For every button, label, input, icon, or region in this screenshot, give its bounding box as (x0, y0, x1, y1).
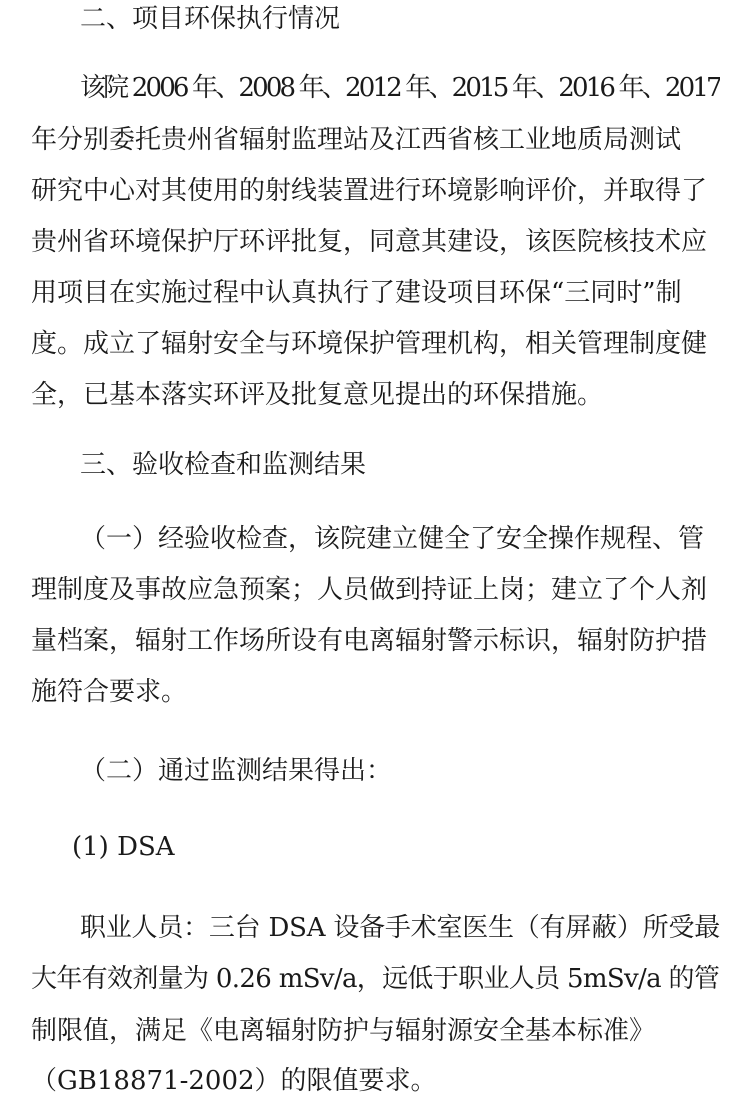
paragraph-line: 制限值，满足《电离辐射防护与辐射源安全基本标准》 (31, 1016, 656, 1046)
paragraph-line: 贵州省环境保护厅环评批复，同意其建设，该医院核技术应 (31, 227, 708, 257)
section-heading-3: 三、验收检查和监测结果 (80, 450, 367, 480)
paragraph-line: 职业人员：三台 DSA 设备手术室医生（有屏蔽）所受最 (80, 913, 720, 943)
paragraph-line: 度。成立了辐射安全与环境保护管理机构，相关管理制度健 (31, 329, 708, 359)
paragraph-line: 大年有效剂量为 0.26 mSv/a，远低于职业人员 5mSv/a 的管 (31, 964, 719, 994)
paragraph-line: 全，已基本落实环评及批复意见提出的环保措施。 (31, 380, 604, 410)
paragraph-line: （GB18871-2002）的限值要求。 (31, 1066, 437, 1096)
paragraph-line: 施符合要求。 (31, 677, 188, 707)
subsection-heading: （二）通过监测结果得出： (80, 756, 393, 786)
paragraph-line: 研究中心对其使用的射线装置进行环境影响评价，并取得了 (31, 176, 708, 206)
paragraph-line: 该院 2006 年、2008 年、2012 年、2015 年、2016 年、2017 (80, 73, 720, 103)
paragraph-line: 量档案，辐射工作场所设有电离辐射警示标识，辐射防护措 (31, 626, 708, 656)
paragraph-line: 用项目在实施过程中认真执行了建设项目环保“三同时”制 (31, 278, 682, 308)
section-heading-2: 二、项目环保执行情况 (80, 4, 341, 34)
paragraph-line: 理制度及事故应急预案；人员做到持证上岗；建立了个人剂 (31, 575, 708, 605)
paragraph-line: （一）经验收检查，该院建立健全了安全操作规程、管 (80, 524, 705, 554)
numbered-item-heading: (1) DSA (72, 832, 175, 862)
paragraph-line: 年分别委托贵州省辐射监理站及江西省核工业地质局测试 (31, 125, 682, 155)
